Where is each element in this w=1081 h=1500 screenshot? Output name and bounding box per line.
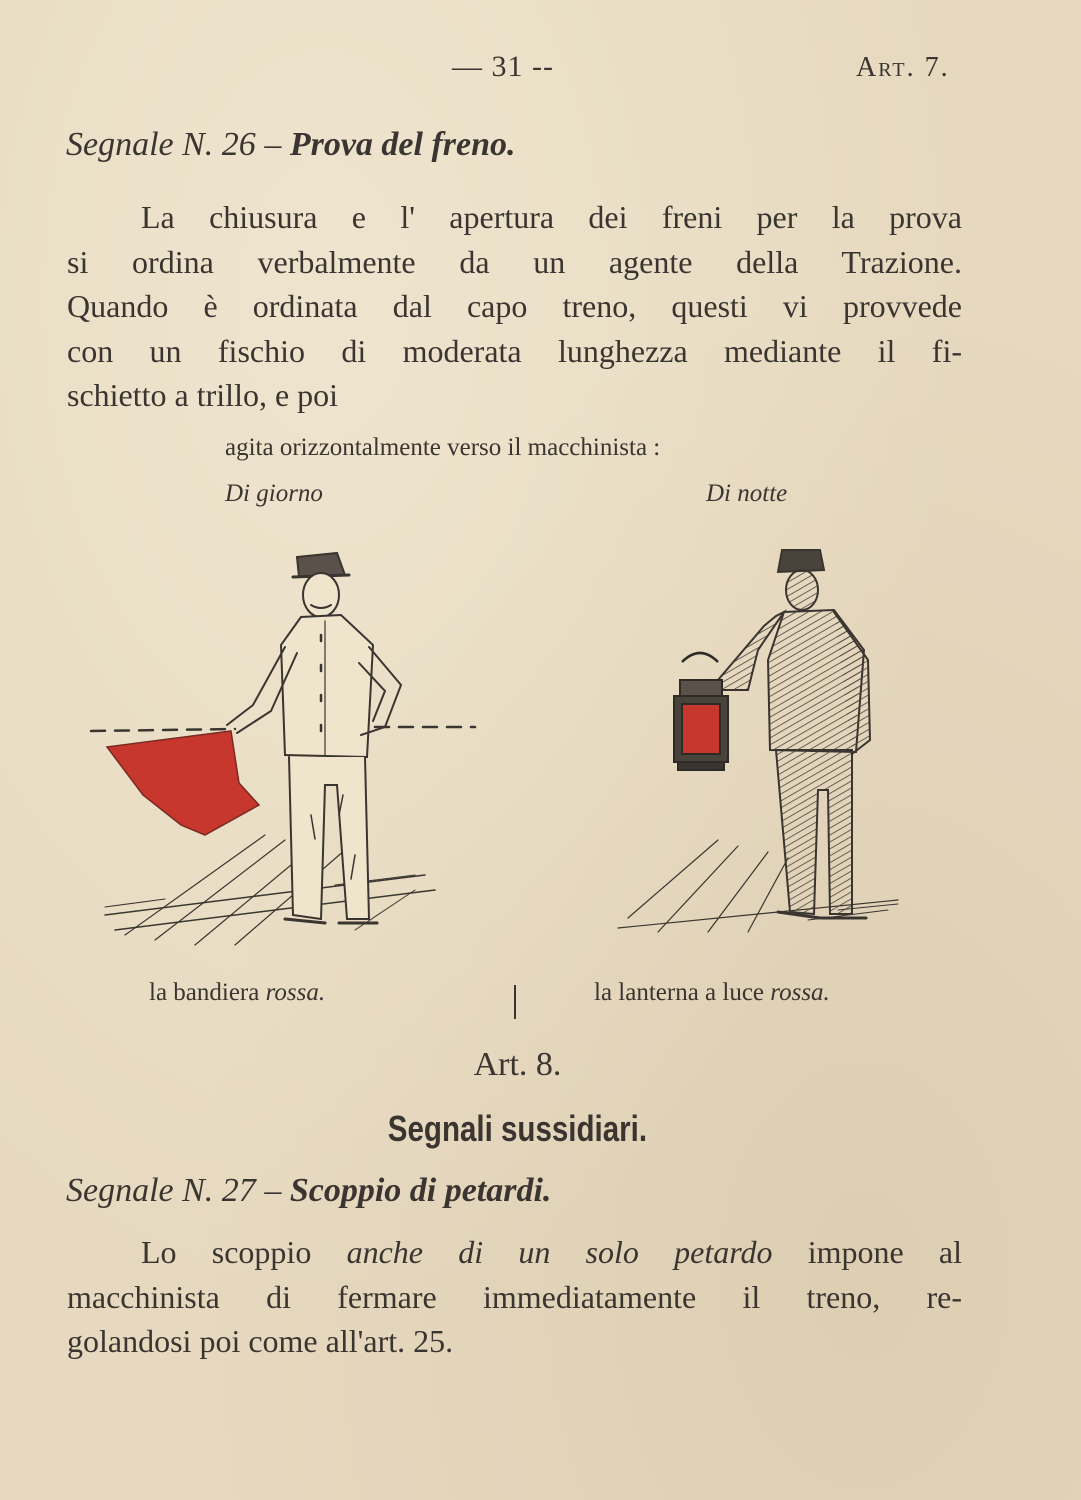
signal-27-title [66, 1172, 551, 1210]
night-label: Di notte [706, 480, 788, 507]
section-heading: Segnali sussidiari. [387, 1108, 648, 1149]
signal-27-name: Scoppio di petardi. [289, 1172, 552, 1209]
flagman-illustration [85, 535, 485, 955]
paragraph-line: schietto a trillo, e poi [67, 377, 339, 413]
paragraph-line: golandosi poi come all'art. 25. [67, 1323, 454, 1359]
paragraph-line: macchinista di fermare immediatamente il treno, re- [67, 1278, 962, 1315]
page-number: — 31 -- [452, 50, 554, 83]
caption-divider [514, 985, 516, 1019]
day-caption-text: la bandiera [149, 979, 260, 1006]
signal-26-label: Segnale N. 26 [66, 126, 256, 163]
night-caption-text: la lanterna a luce [594, 979, 765, 1006]
signal-27-dash: – [264, 1172, 282, 1209]
signal-26-name: Prova del freno. [289, 126, 516, 163]
lantern-man-illustration [608, 540, 928, 940]
signal-26-paragraph [67, 195, 962, 418]
signal-26-title [66, 126, 516, 164]
article-reference: Art. 7. [856, 52, 950, 83]
signal-27-paragraph [67, 1230, 962, 1364]
line1-emphasis: anche di un solo petardo [346, 1234, 773, 1270]
day-caption [149, 979, 325, 1007]
paragraph-line: si ordina verbalmente da un agente della Trazione. [67, 243, 962, 280]
night-caption [594, 979, 830, 1007]
signal-27-label: Segnale N. 27 [66, 1172, 256, 1209]
day-caption-emphasis: rossa. [265, 979, 326, 1006]
day-label: Di giorno [225, 480, 323, 507]
line1-start: Lo scoppio [141, 1234, 312, 1270]
line1-end: impone al [807, 1234, 963, 1270]
red-flag [107, 731, 259, 835]
red-lantern [674, 653, 728, 770]
article-8-title: Art. 8. [473, 1046, 562, 1083]
paragraph-line: con un fischio di moderata lunghezza mediante il fi- [67, 332, 962, 369]
paragraph-line [67, 1230, 962, 1275]
signal-26-dash: – [264, 126, 282, 163]
paragraph-line: Quando è ordinata dal capo treno, questi vi provvede [67, 288, 962, 324]
night-caption-emphasis: rossa. [770, 979, 830, 1006]
paragraph-line: La chiusura e l' apertura dei freni per la prova [141, 199, 962, 235]
signal-instruction: agita orizzontalmente verso il macchinista : [225, 434, 661, 461]
